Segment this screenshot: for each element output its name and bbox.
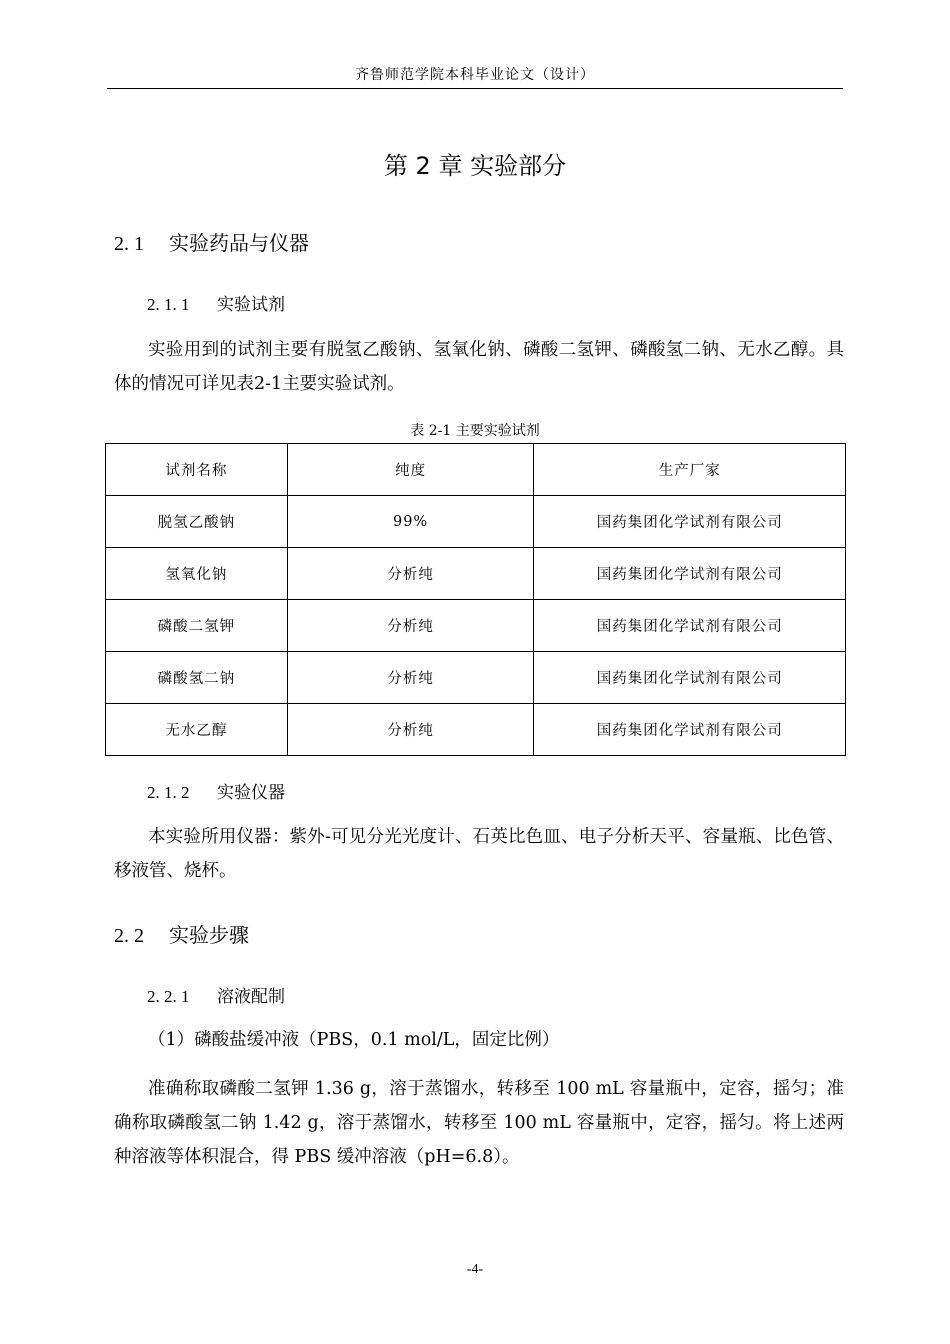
table-cell: 分析纯 [287,600,534,652]
section-number: 2. 1 [114,233,144,255]
subsection-heading-2-1-1 [147,290,285,315]
table-row [106,704,846,756]
section-heading-2-2 [114,919,249,948]
paragraph-pbs-body: 准确称取磷酸二氢钾 1.36 g，溶于蒸馏水，转移至 100 mL 容量瓶中，定容，摇匀；准确称取磷酸氢二钠 1.42 g，溶于蒸馏水，转移至 100 mL 容量瓶中，定容，摇匀。将上述两种溶液等体积混合，得 PBS 缓冲溶液（pH=6.8）。 [114,1079,844,1167]
table-cell: 磷酸氢二钠 [106,652,288,704]
table-cell: 99% [287,496,534,548]
table-caption: 表 2-1 主要实验试剂 [410,423,540,439]
chapter-title: 第 2 章 实验部分 [383,152,567,180]
reagents-table [105,443,846,756]
section-number: 2. 2 [114,925,144,947]
subsection-heading-2-2-1 [147,982,285,1007]
table-row [106,600,846,652]
subsection-title: 溶液配制 [217,987,285,1007]
page-number: -4- [466,1262,484,1277]
table-cell: 分析纯 [287,704,534,756]
table-cell: 国药集团化学试剂有限公司 [534,600,846,652]
table-row [106,496,846,548]
table-header-cell: 试剂名称 [106,444,288,496]
table-header-cell: 生产厂家 [534,444,846,496]
subsection-number: 2. 2. 1 [147,987,190,1006]
subsection-number: 2. 1. 1 [147,295,190,314]
table-cell: 国药集团化学试剂有限公司 [534,548,846,600]
table-cell: 分析纯 [287,548,534,600]
table-row [106,652,846,704]
table-cell: 脱氢乙酸钠 [106,496,288,548]
table-cell: 国药集团化学试剂有限公司 [534,704,846,756]
section-heading-2-1 [114,227,309,256]
page-header: 齐鲁师范学院本科毕业论文（设计） [107,62,843,89]
paragraph-pbs-title: （1）磷酸盐缓冲液（PBS，0.1 mol/L，固定比例） [148,1030,560,1050]
table-cell: 氢氧化钠 [106,548,288,600]
table-cell: 磷酸二氢钾 [106,600,288,652]
table-header-row [106,444,846,496]
table-cell: 国药集团化学试剂有限公司 [534,652,846,704]
subsection-title: 实验仪器 [217,783,285,803]
section-title: 实验药品与仪器 [169,231,309,255]
section-title: 实验步骤 [169,923,249,947]
subsection-heading-2-1-2 [147,778,285,803]
table-header-cell: 纯度 [287,444,534,496]
table-row [106,548,846,600]
subsection-number: 2. 1. 2 [147,783,190,802]
table-cell: 分析纯 [287,652,534,704]
subsection-title: 实验试剂 [217,295,285,315]
table-cell: 国药集团化学试剂有限公司 [534,496,846,548]
table-cell: 无水乙醇 [106,704,288,756]
paragraph-reagents: 实验用到的试剂主要有脱氢乙酸钠、氢氧化钠、磷酸二氢钾、磷酸氢二钠、无水乙醇。具体的情况可详见表2-1主要实验试剂。 [114,340,844,394]
paragraph-instruments: 本实验所用仪器：紫外-可见分光光度计、石英比色皿、电子分析天平、容量瓶、比色管、移液管、烧杯。 [114,827,844,881]
